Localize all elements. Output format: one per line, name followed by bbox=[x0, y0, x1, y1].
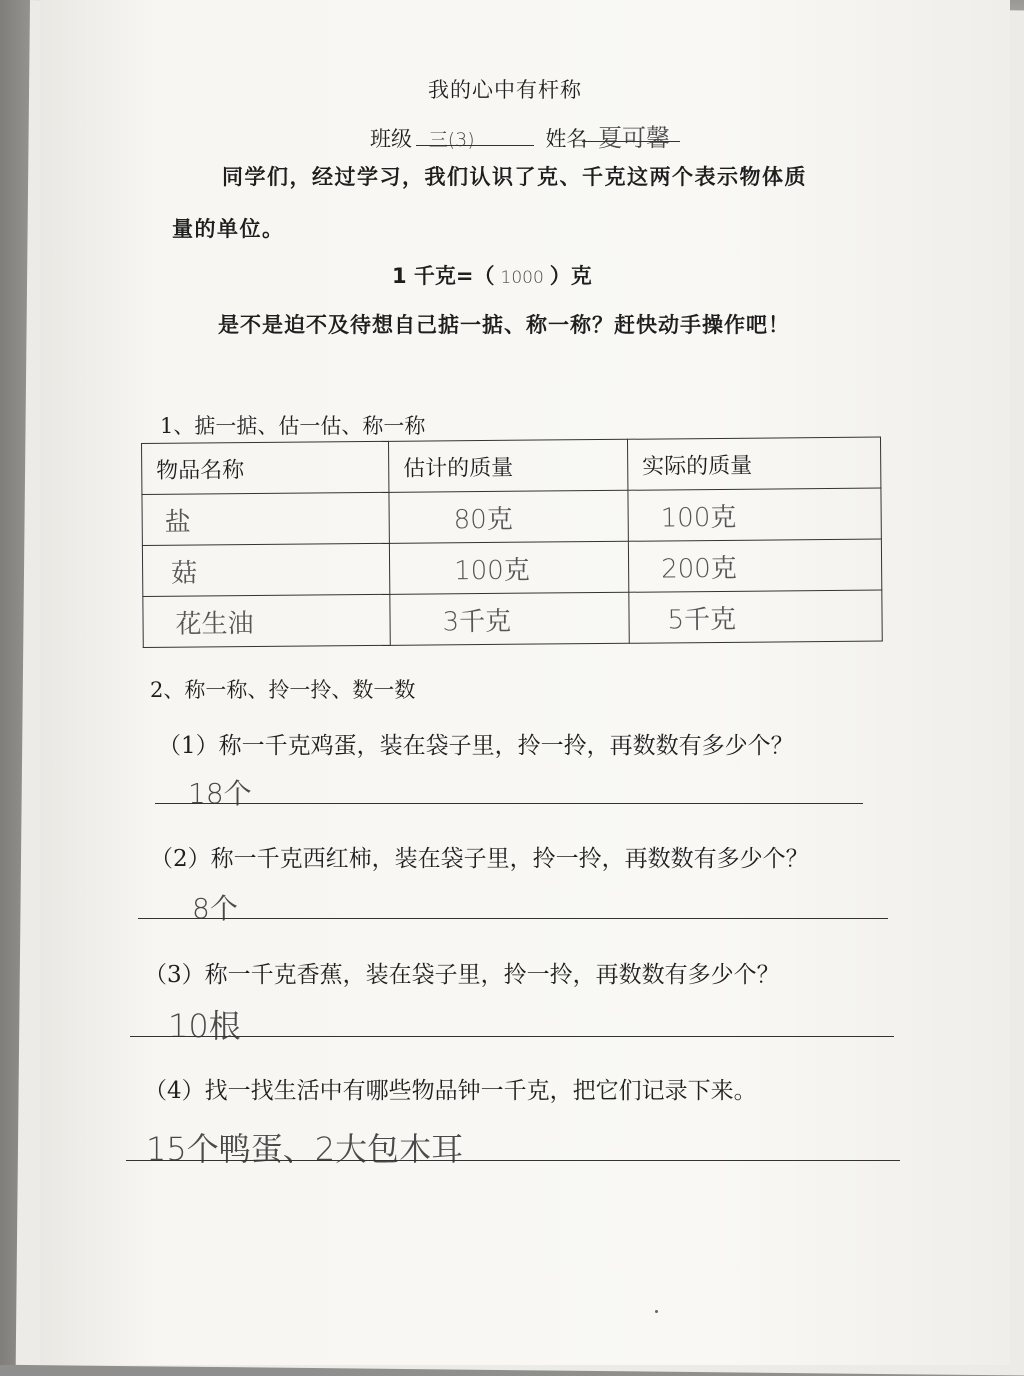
section2-heading: 2、称一称、拎一拎、数一数 bbox=[150, 678, 416, 702]
question-4: （4）找一找生活中有哪些物品钟一千克，把它们记录下来。 bbox=[144, 1078, 757, 1104]
class-underline bbox=[416, 145, 534, 146]
estimate-cell: 3千克 bbox=[390, 592, 629, 645]
name-label: 姓名 bbox=[545, 127, 588, 151]
intro-text-line2: 量的单位。 bbox=[172, 217, 285, 241]
question-2: （2）称一千克西红柿，装在袋子里，拎一拎，再数数有多少个？ bbox=[150, 846, 809, 872]
formula-right: ）克 bbox=[549, 264, 592, 288]
table-row bbox=[142, 539, 881, 596]
class-value: 三(3) bbox=[428, 129, 475, 151]
weights-table bbox=[141, 437, 883, 648]
name-underline bbox=[582, 141, 680, 142]
answer-line-4 bbox=[126, 1160, 900, 1161]
class-name-row bbox=[370, 118, 670, 153]
intro-text-line1: 同学们，经过学习，我们认识了克、千克这两个表示物体质 bbox=[222, 165, 807, 189]
table-row bbox=[142, 488, 881, 545]
table-header-row bbox=[142, 437, 881, 494]
column-header: 实际的质量 bbox=[627, 437, 880, 490]
formula-answer: 1000 bbox=[500, 268, 544, 288]
formula-left: 1 千克=（ bbox=[392, 264, 495, 288]
answer-line-3 bbox=[130, 1036, 894, 1037]
actual-cell: 100克 bbox=[628, 488, 881, 541]
actual-cell: 5千克 bbox=[629, 590, 882, 643]
item-name-cell: 花生油 bbox=[143, 594, 390, 647]
answer-1: 18个 bbox=[188, 777, 252, 810]
actual-cell: 200克 bbox=[628, 539, 881, 592]
answer-3: 10根 bbox=[168, 1007, 241, 1045]
estimate-cell: 100克 bbox=[389, 541, 628, 594]
answer-2: 8个 bbox=[192, 892, 238, 925]
estimate-cell: 80克 bbox=[389, 490, 628, 543]
column-header: 估计的质量 bbox=[388, 439, 627, 492]
table-row bbox=[143, 590, 882, 647]
name-value: 夏可馨 bbox=[598, 124, 671, 152]
answer-line-2 bbox=[138, 918, 888, 919]
column-header: 物品名称 bbox=[142, 441, 389, 494]
question-3: （3）称一千克香蕉，装在袋子里，拎一拎，再数数有多少个？ bbox=[144, 962, 780, 988]
item-name-cell: 盐 bbox=[142, 492, 389, 545]
answer-4: 15个鸭蛋、2大包木耳 bbox=[146, 1130, 464, 1168]
section1-heading: 1、掂一掂、估一估、称一称 bbox=[160, 414, 426, 438]
challenge-text: 是不是迫不及待想自己掂一掂、称一称？赶快动手操作吧！ bbox=[218, 313, 790, 337]
item-name-cell: 菇 bbox=[142, 543, 389, 596]
paper-speck bbox=[655, 1310, 658, 1313]
worksheet-title: 我的心中有杆称 bbox=[428, 78, 582, 102]
question-1: （1）称一千克鸡蛋，装在袋子里，拎一拎，再数数有多少个？ bbox=[158, 733, 794, 759]
class-label: 班级 bbox=[370, 127, 412, 151]
unit-conversion bbox=[392, 260, 592, 290]
answer-line-1 bbox=[155, 803, 863, 804]
